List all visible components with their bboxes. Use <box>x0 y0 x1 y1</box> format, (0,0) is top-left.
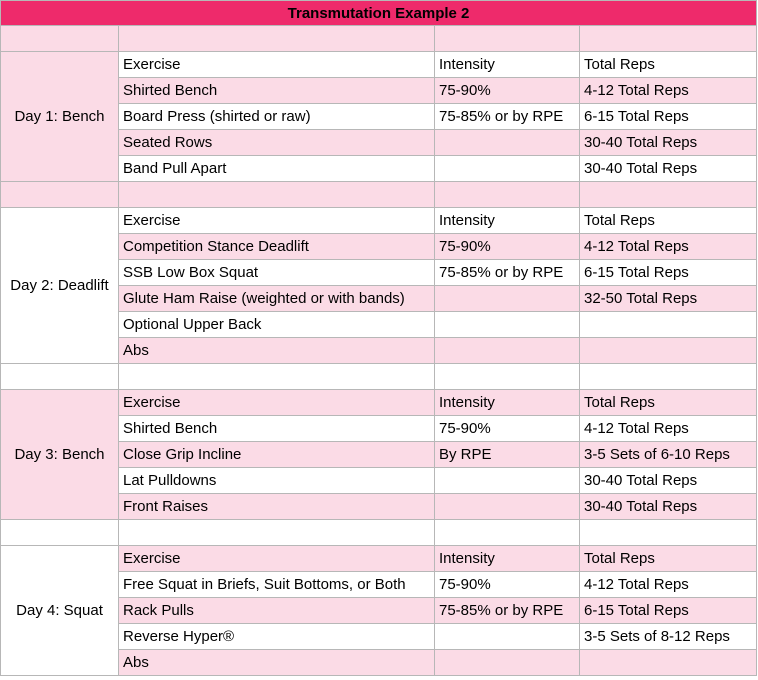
intensity-cell: 75-85% or by RPE <box>435 104 580 130</box>
title-row <box>1 1 757 26</box>
intensity-cell <box>435 624 580 650</box>
reps-cell: 6-15 Total Reps <box>580 598 757 624</box>
intensity-cell <box>435 130 580 156</box>
intensity-cell <box>435 312 580 338</box>
header-exercise: Exercise <box>119 208 435 234</box>
reps-cell: 3-5 Sets of 6-10 Reps <box>580 442 757 468</box>
reps-cell: 4-12 Total Reps <box>580 234 757 260</box>
exercise-cell: Optional Upper Back <box>119 312 435 338</box>
reps-cell <box>580 650 757 676</box>
reps-cell <box>580 312 757 338</box>
exercise-cell: Glute Ham Raise (weighted or with bands) <box>119 286 435 312</box>
intensity-cell: 75-90% <box>435 416 580 442</box>
exercise-cell: Band Pull Apart <box>119 156 435 182</box>
intensity-cell: 75-85% or by RPE <box>435 260 580 286</box>
exercise-cell: SSB Low Box Squat <box>119 260 435 286</box>
exercise-cell: Board Press (shirted or raw) <box>119 104 435 130</box>
intensity-cell: 75-90% <box>435 78 580 104</box>
exercise-cell: Close Grip Incline <box>119 442 435 468</box>
exercise-cell: Shirted Bench <box>119 416 435 442</box>
intensity-cell: 75-90% <box>435 234 580 260</box>
reps-cell: 32-50 Total Reps <box>580 286 757 312</box>
day-label: Day 4: Squat <box>1 546 119 676</box>
header-row <box>1 208 757 234</box>
reps-cell: 30-40 Total Reps <box>580 156 757 182</box>
intensity-cell <box>435 286 580 312</box>
exercise-cell: Reverse Hyper® <box>119 624 435 650</box>
reps-cell: 4-12 Total Reps <box>580 416 757 442</box>
intensity-cell <box>435 494 580 520</box>
reps-cell <box>580 338 757 364</box>
header-intensity: Intensity <box>435 208 580 234</box>
intensity-cell <box>435 468 580 494</box>
header-exercise: Exercise <box>119 546 435 572</box>
day-label: Day 2: Deadlift <box>1 208 119 364</box>
day-label: Day 1: Bench <box>1 52 119 182</box>
exercise-cell: Competition Stance Deadlift <box>119 234 435 260</box>
exercise-cell: Seated Rows <box>119 130 435 156</box>
intensity-cell: 75-85% or by RPE <box>435 598 580 624</box>
exercise-cell: Shirted Bench <box>119 78 435 104</box>
intensity-cell: By RPE <box>435 442 580 468</box>
header-exercise: Exercise <box>119 52 435 78</box>
reps-cell: 30-40 Total Reps <box>580 130 757 156</box>
reps-cell: 3-5 Sets of 8-12 Reps <box>580 624 757 650</box>
header-row <box>1 390 757 416</box>
header-reps: Total Reps <box>580 52 757 78</box>
header-row <box>1 52 757 78</box>
exercise-cell: Lat Pulldowns <box>119 468 435 494</box>
header-reps: Total Reps <box>580 390 757 416</box>
header-row <box>1 546 757 572</box>
header-reps: Total Reps <box>580 208 757 234</box>
reps-cell: 30-40 Total Reps <box>580 494 757 520</box>
exercise-cell: Abs <box>119 338 435 364</box>
spacer-row <box>1 26 757 52</box>
reps-cell: 6-15 Total Reps <box>580 260 757 286</box>
spacer-row <box>1 520 757 546</box>
header-exercise: Exercise <box>119 390 435 416</box>
day-label: Day 3: Bench <box>1 390 119 520</box>
intensity-cell <box>435 156 580 182</box>
header-intensity: Intensity <box>435 390 580 416</box>
reps-cell: 30-40 Total Reps <box>580 468 757 494</box>
reps-cell: 4-12 Total Reps <box>580 78 757 104</box>
spacer-row <box>1 364 757 390</box>
reps-cell: 6-15 Total Reps <box>580 104 757 130</box>
intensity-cell: 75-90% <box>435 572 580 598</box>
exercise-cell: Free Squat in Briefs, Suit Bottoms, or Both <box>119 572 435 598</box>
exercise-cell: Front Raises <box>119 494 435 520</box>
intensity-cell <box>435 338 580 364</box>
intensity-cell <box>435 650 580 676</box>
sheet-title: Transmutation Example 2 <box>1 1 757 26</box>
reps-cell: 4-12 Total Reps <box>580 572 757 598</box>
header-intensity: Intensity <box>435 546 580 572</box>
header-reps: Total Reps <box>580 546 757 572</box>
exercise-cell: Abs <box>119 650 435 676</box>
spacer-row <box>1 182 757 208</box>
exercise-cell: Rack Pulls <box>119 598 435 624</box>
header-intensity: Intensity <box>435 52 580 78</box>
